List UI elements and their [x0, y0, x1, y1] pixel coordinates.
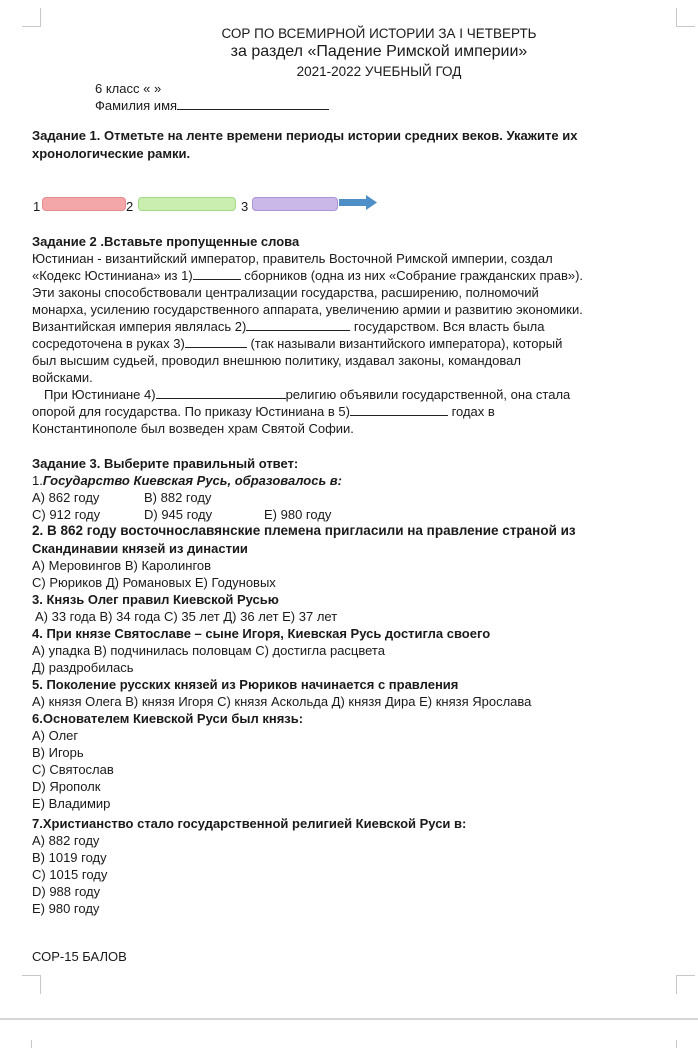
q4-options-2[interactable]: Д) раздробилась [32, 660, 134, 675]
crop-mark-bottom-left [22, 975, 41, 994]
q7-option[interactable]: D) 988 году [32, 884, 101, 899]
timeline-label-3: 3 [241, 199, 249, 214]
footer-score: СОР-15 БАЛОВ [32, 949, 127, 964]
q1-number: 1. [32, 473, 43, 488]
task2-line-2 [32, 267, 583, 285]
q5-options[interactable]: A) князя Олега B) князя Игоря C) князя Аскольда Д) князя Дира E) князя Ярослава [32, 694, 532, 709]
page-separator [0, 1018, 698, 1020]
blank-3[interactable] [185, 336, 247, 348]
q4-question: 4. При князе Святославе – сыне Игоря, Киевская Русь достигла своего [32, 626, 491, 641]
task2-line-9 [44, 386, 570, 404]
header-line-2: за раздел «Падение Римской империи» [230, 43, 528, 60]
task2-line-5-start: Византийская империя являлась 2) [32, 319, 247, 334]
q2-line-2: Скандинавии князей из династии [32, 541, 248, 556]
q5-question: 5. Поколение русских князей из Рюриков начинается с правления [32, 677, 459, 692]
q4-options-1[interactable]: A) упадка B) подчинилась половцам C) достигла расцвета [32, 643, 385, 658]
q7-option[interactable]: B) 1019 году [32, 850, 107, 865]
task1-line-1: Задание 1. Отметьте на ленте времени периоды истории средних веков. Укажите их [32, 128, 578, 143]
q6-question: 6.Основателем Киевской Руси был князь: [32, 711, 304, 726]
task2-line-10-end: годах в [447, 404, 495, 419]
class-label: 6 класс « » [95, 81, 162, 96]
task2-line-4: монарха, усилению государственного аппарата, увеличению армии и развитию экономики. [32, 302, 583, 317]
q6-option[interactable]: B) Игорь [32, 745, 84, 760]
task2-line-9-end: религию объявили государственной, она стала [285, 387, 571, 402]
name-blank[interactable] [177, 98, 329, 110]
task2-line-2-end: сборников (одна из них «Собрание гражданских прав»). [240, 268, 584, 283]
timeline-label-1: 1 [33, 199, 41, 214]
timeline-period-2[interactable] [138, 197, 236, 211]
task2-line-9-start: При Юстиниане 4) [44, 387, 156, 402]
q6-option[interactable]: A) Олег [32, 728, 79, 743]
blank-5[interactable] [350, 404, 448, 416]
q1-option-b[interactable]: B) 882 году [144, 490, 212, 505]
task2-line-10-start: опорой для государства. По приказу Юстиниана в 5) [32, 404, 350, 419]
q7-option[interactable]: C) 1015 году [32, 867, 108, 882]
q3-options[interactable]: A) 33 года B) 34 года C) 35 лет Д) 36 лет E) 37 лет [35, 609, 338, 624]
q1-option-c[interactable]: C) 912 году [32, 507, 101, 522]
q1-option-d[interactable]: D) 945 году [144, 507, 213, 522]
blank-1[interactable] [193, 268, 241, 280]
q1-text: Государство Киевская Русь, образовалось в: [42, 473, 342, 488]
q6-option[interactable]: E) Владимир [32, 796, 111, 811]
q7-option[interactable]: A) 882 году [32, 833, 100, 848]
q1-question [32, 472, 342, 490]
name-field [95, 97, 329, 114]
header-line-3: 2021-2022 УЧЕБНЫЙ ГОД [296, 64, 462, 79]
task2-line-7: был высшим судьей, проводил внешнюю политику, издавал законы, командовал [32, 353, 521, 368]
task2-line-8: войсками. [32, 370, 93, 385]
next-page-mark-left [31, 1040, 32, 1048]
task1-line-2: хронологические рамки. [32, 146, 191, 161]
q7-option[interactable]: E) 980 году [32, 901, 100, 916]
task2-line-10 [32, 403, 495, 421]
next-page-mark-right [676, 1040, 677, 1048]
q3-question: 3. Князь Олег правил Киевской Русью [32, 592, 279, 607]
q7-question: 7.Христианство стало государственной религией Киевской Руси в: [32, 816, 467, 831]
timeline-period-3[interactable] [252, 197, 338, 211]
task2-line-5 [32, 318, 545, 336]
task2-line-6-start: сосредоточена в руках 3) [32, 336, 185, 351]
task2-line-2-start: «Кодекс Юстиниана» из 1) [32, 268, 193, 283]
q2-options-1[interactable]: A) Меровингов B) Каролингов [32, 558, 212, 573]
q2-line-1: 2. В 862 году восточнославянские племена пригласили на правление страной из [32, 523, 576, 538]
header-line-1: СОР ПО ВСЕМИРНОЙ ИСТОРИИ ЗА I ЧЕТВЕРТЬ [221, 26, 537, 41]
task3-title: Задание 3. Выберите правильный ответ: [32, 456, 299, 471]
task2-line-3: Эти законы способствовали централизации государства, расширению, полномочий [32, 285, 539, 300]
q2-options-2[interactable]: C) Рюриков Д) Романовых E) Годуновых [32, 575, 276, 590]
timeline-arrow-icon [338, 194, 378, 212]
q1-option-e[interactable]: E) 980 году [264, 507, 332, 522]
task2-line-6-end: (так называли византийского императора), который [246, 336, 563, 351]
task2-title: Задание 2 .Вставьте пропущенные слова [32, 234, 300, 249]
blank-2[interactable] [246, 319, 350, 331]
q1-option-a[interactable]: A) 862 году [32, 490, 100, 505]
task2-line-5-end: государством. Вся власть была [350, 319, 545, 334]
task2-line-1: Юстиниан - византийский император, правитель Восточной Римской империи, создал [32, 251, 553, 266]
timeline-label-2: 2 [126, 199, 134, 214]
blank-4[interactable] [156, 387, 286, 399]
crop-mark-bottom-right [676, 975, 695, 994]
task2-line-6 [32, 335, 562, 353]
q6-option[interactable]: D) Ярополк [32, 779, 101, 794]
task2-line-11: Константинополе был возведен храм Святой Софии. [32, 421, 354, 436]
name-label: Фамилия имя [95, 98, 178, 113]
timeline-period-1[interactable] [42, 197, 126, 211]
q6-option[interactable]: C) Святослав [32, 762, 114, 777]
